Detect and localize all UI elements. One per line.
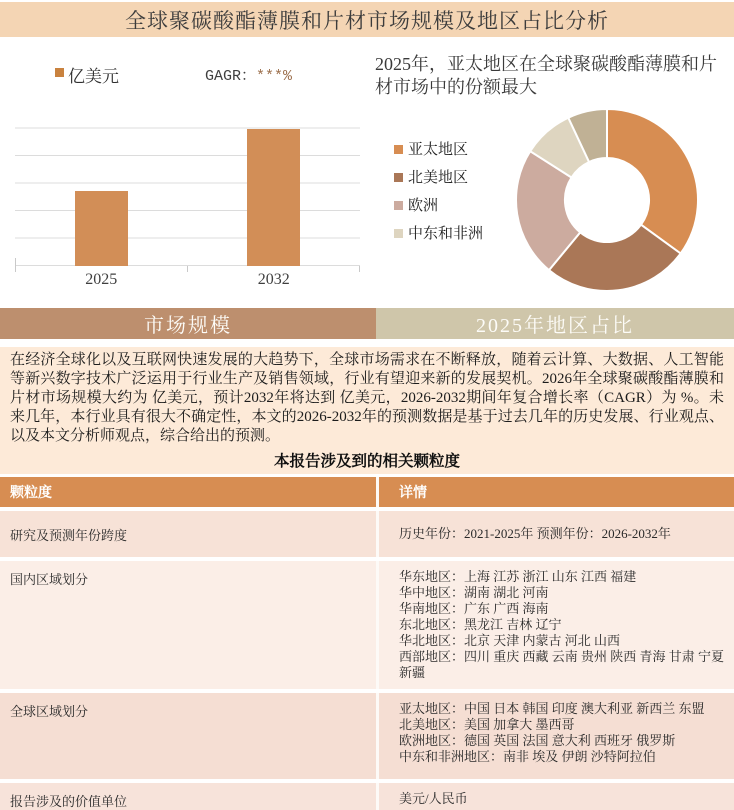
page-title-band — [0, 2, 734, 37]
bar-chart-plot — [15, 101, 360, 266]
detail-line: 西部地区：四川 重庆 西藏 云南 贵州 陕西 青海 甘肃 宁夏 新疆 — [399, 649, 725, 680]
granularity-table — [0, 477, 734, 810]
legend-swatch-icon — [394, 229, 403, 238]
pie-chart-title: 2025年，亚太地区在全球聚碳酸酯薄膜和片材市场中的份额最大 — [375, 54, 717, 97]
x-axis-label: 2032 — [257, 271, 290, 288]
bar-legend-swatch-icon — [55, 68, 64, 77]
legend-swatch-icon — [394, 145, 403, 154]
cagr-label — [205, 64, 292, 85]
row-detail — [376, 561, 734, 689]
detail-line: 北美地区：美国 加拿大 墨西哥 — [399, 717, 575, 732]
bar-2032 — [247, 129, 300, 266]
cagr-prefix: GAGR： — [205, 68, 257, 85]
bar-chart-section — [8, 50, 368, 300]
table-row — [0, 511, 734, 557]
description-panel — [0, 347, 734, 474]
bar-2025 — [75, 191, 128, 266]
table-header-row — [0, 477, 734, 507]
legend-item — [394, 226, 490, 243]
bar-legend-label: 亿美元 — [68, 67, 119, 86]
row-label: 全球区域划分 — [10, 704, 89, 719]
detail-line: 华东地区：上海 江苏 浙江 山东 江西 福建 — [399, 569, 637, 584]
table-row — [0, 561, 734, 689]
detail-line: 美元/人民币 — [399, 791, 468, 806]
banner-region-share: 2025年地区占比 — [376, 308, 734, 339]
legend-label: 亚太地区 — [408, 142, 469, 158]
legend-item — [394, 142, 490, 159]
detail-line: 华北地区：北京 天津 内蒙古 河北 山西 — [399, 633, 621, 648]
pie-legend — [394, 142, 490, 254]
detail-line: 中东和非洲地区：南非 埃及 伊朗 沙特阿拉伯 — [399, 749, 656, 764]
legend-swatch-icon — [394, 201, 403, 210]
lower-section — [0, 347, 734, 810]
table-header-detail: 详情 — [376, 477, 734, 507]
legend-label: 中东和非洲 — [408, 226, 484, 242]
detail-line: 华南地区：广东 广西 海南 — [399, 601, 549, 616]
page-title: 全球聚碳酸酯薄膜和片材市场规模及地区占比分析 — [125, 8, 609, 33]
legend-swatch-icon — [394, 173, 403, 182]
x-axis-labels — [15, 271, 360, 289]
donut-chart — [505, 98, 709, 302]
row-label: 研究及预测年份跨度 — [10, 527, 128, 543]
table-row — [0, 783, 734, 810]
row-label: 国内区域划分 — [10, 572, 89, 587]
legend-label: 北美地区 — [408, 170, 469, 186]
legend-item — [394, 170, 490, 187]
report-description: 在经济全球化以及互联网快速发展的大趋势下，全球市场需求在不断释放，随着云计算、大数据、人工智能等新兴数字技术广泛运用于行业生产及销售领域，行业有望迎来新的发展契机。2026年全球聚碳酸酯薄膜和片材市场规模大约为 亿美元，预计2032年将达到 亿美元，2026-2032期间年复合增长率（CAGR）为 %。未来几年，本行业具有很大不确定性，本文的2026-2032年的预测数据是基于过去几年的历史发展、行业观点、以及本文分析师观点，综合给出的预测。 — [10, 352, 724, 444]
detail-line: 华中地区：湖南 湖北 河南 — [399, 585, 549, 600]
table-header-granularity: 颗粒度 — [10, 486, 52, 501]
banner-market-size: 市场规模 — [0, 308, 376, 339]
cagr-masked-value: ***% — [256, 68, 293, 85]
detail-line: 历史年份：2021-2025年 预测年份：2026-2032年 — [399, 526, 671, 541]
section-banners — [0, 308, 734, 339]
row-detail — [376, 693, 734, 779]
table-title: 本报告涉及到的相关颗粒度 — [273, 453, 460, 470]
detail-line: 东北地区：黑龙江 吉林 辽宁 — [399, 617, 562, 632]
x-axis-label: 2025 — [85, 271, 118, 288]
table-row — [0, 693, 734, 779]
legend-item — [394, 198, 490, 215]
row-detail — [376, 511, 734, 557]
detail-line: 欧洲地区：德国 英国 法国 意大利 西班牙 俄罗斯 — [399, 733, 676, 748]
legend-label: 欧洲 — [408, 198, 439, 214]
detail-line: 亚太地区：中国 日本 韩国 印度 澳大利亚 新西兰 东盟 — [399, 701, 705, 716]
row-label: 报告涉及的价值单位 — [10, 794, 128, 809]
row-detail — [376, 783, 734, 810]
pie-chart-section — [370, 50, 734, 300]
bar-chart-legend — [8, 62, 368, 84]
